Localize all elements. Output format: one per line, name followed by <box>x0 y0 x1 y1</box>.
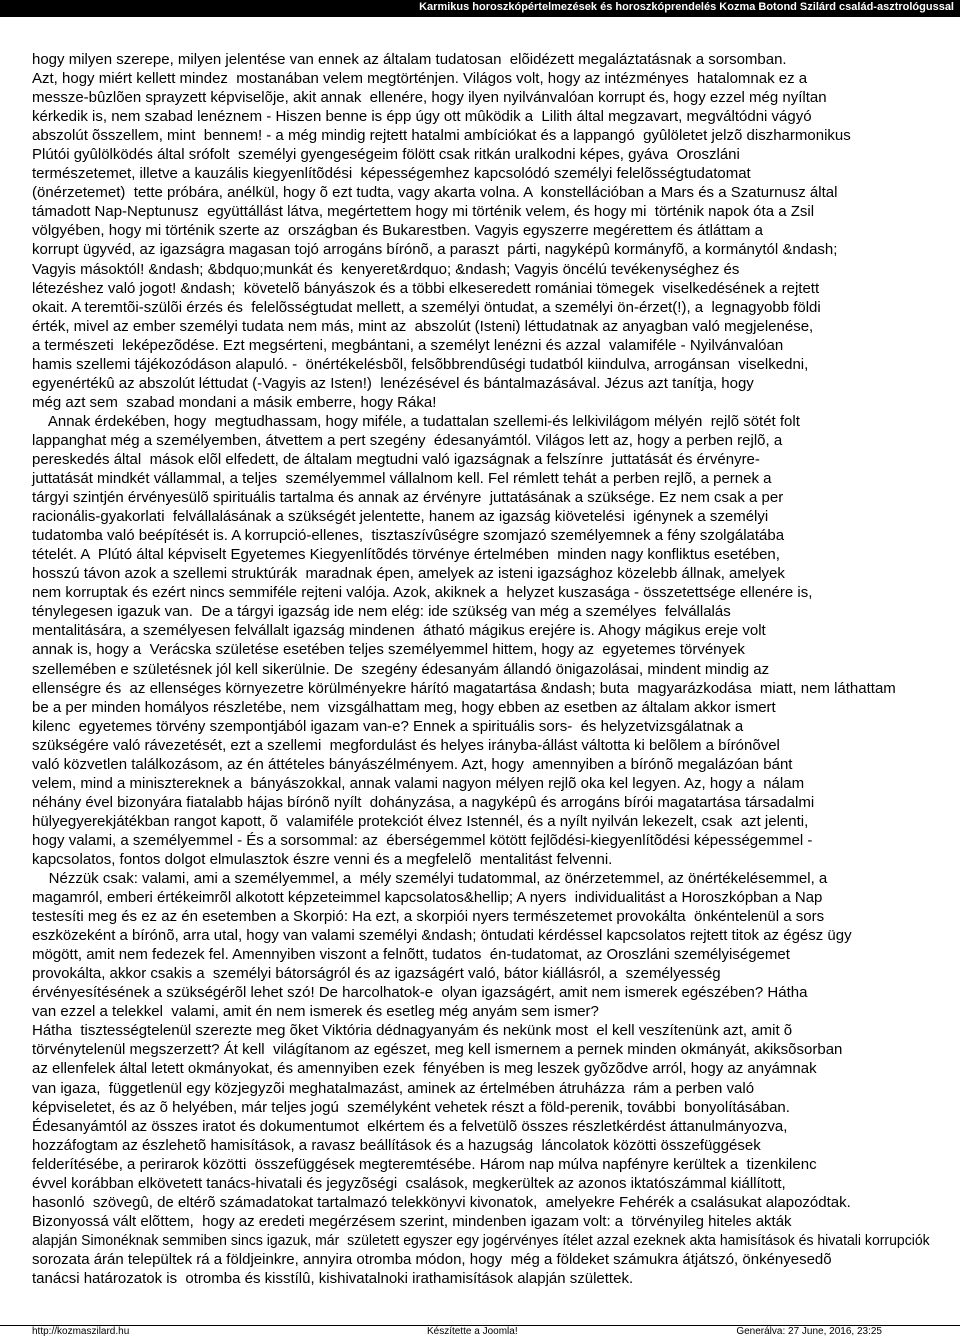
text-line: Vagyis másoktól! &ndash; &bdquo;munkát és kenyeret&rdquo; &ndash; Vagyis öncélú tevékenységhez és <box>32 260 740 278</box>
text-line: abszolút õsszellem, mint bennem! - a még mindig rejtett hatalmi ambíciókat és a lappangó gyûlöletet jelzõ diszharmonikus <box>32 127 851 145</box>
text-line: ellenségre és az ellenséges környezetre körülményekre hárító magatartása &ndash; buta magyarázkodása miatt, nem láthattam <box>32 679 896 697</box>
text-line: ténylegesen igazuk van. De a tárgyi igazság ide nem elég: ide szükség van még a személyes felvállalás <box>32 603 731 621</box>
text-line: van igaza, függetlenül egy közjegyzõi meghatalmazást, aminek az értelmében átruházza rám a perben való <box>32 1079 755 1097</box>
text-line: nem korruptak és ezért nincs semmiféle rejteni valója. Azok, akiknek a helyzet kuszasága - összetettsége ellenére is, <box>32 584 813 602</box>
text-line: az ellenfelek által letett okmányokat, és amennyiben ezek fényében is meg leszek gyõzõdve arról, hogy az anyámnak <box>32 1060 817 1078</box>
text-line: létezéshez való jogot! &ndash; követelõ bányászok és a többi elkeseredett romániai tömegek viselkedésének a rejtett <box>32 279 820 297</box>
text-line: annak is, hogy a Verácska születése esetében teljes személyemmel hittem, hogy az egyetemes törvények <box>32 641 745 659</box>
text-line: juttatását mindkét vállammal, a teljes személyemmel vállalnom kell. Fel rémlett tehát a perben rejlõ, a pernek a <box>32 470 772 488</box>
text-line: kérkedik is, nem szabad lenéznem - Hiszen benne is épp úgy ott mûködik a Lilith által megzavart, megváltódni vágyó <box>32 108 812 126</box>
footer-url[interactable]: http://kozmaszilard.hu <box>32 1326 130 1337</box>
text-line: szükségére való rávezetését, ezt a szellemi megfordulást és helyes irányba-állást váltotta ki belõlem a bírónõvel <box>32 736 780 754</box>
text-line: (önérzetemet) tette próbára, anélkül, hogy õ ezt tudta, vagy akarta volna. A konstellációban a Mars és a Szaturnusz által <box>32 184 838 202</box>
text-line: velem, mind a minisztereknek a bányászokkal, annak valami nagyon mélyen rejlõ oka kel legyen. Az, hogy a nálam <box>32 774 805 792</box>
text-line: testesíti meg és ez az én esetemben a Skorpió: Ha ezt, a skorpiói nyers természetemet provokálta önkéntelenül a sors <box>32 908 825 926</box>
text-line: még azt sem szabad mondani a másik emberre, hogy Ráka! <box>32 393 437 411</box>
text-line: kapcsolatos, fontos dolgot elmulasztok észre venni és a megfelelõ mentalitást felvenni. <box>32 850 613 868</box>
text-line: természetemet, illetve a kauzális kiegyenlítõdési képességemhez kapcsolódó személyi felelõsségtudatomat <box>32 165 751 183</box>
text-line: magamról, emberi értékeimrõl alkotott képzeteimmel kapcsolatos&hellip; A nyers individualitást a Horoszkópban a Nap <box>32 889 823 907</box>
text-line: kilenc egyetemes törvény szempontjából igazam van-e? Ennek a spirituális sors- és helyzetvizsgálatnak a <box>32 717 744 735</box>
text-line: Nézzük csak: valami, ami a személyemmel, a mély személyi tudatommal, az önérzetemmel, az önértékelésemmel, a <box>32 870 828 888</box>
text-line: tanácsi határozatok is otromba és kisstílû, kishivatalnoki irathamisítások alapján születtek. <box>32 1270 634 1287</box>
header-title: Karmikus horoszkópértelmezések és horoszkóprendelés Kozma Botond Szilárd család-asztrológussal <box>419 1 954 13</box>
text-line: való közvetlen találkozásom, az én áttételes bányászélményem. Azt, hogy amennyiben a bírónõ megalázóan bánt <box>32 755 793 773</box>
text-line: hülyegyerekjátékban rangot kapott, õ valamiféle protekciót élvez Istennél, és a nyílt nyilván lekezelt, csak azt jelenti, <box>32 812 809 830</box>
text-line: a természeti leképezõdése. Ezt megsérteni, megbántani, a személyt lenézni és azzal valamiféle - Nyilvánvalóan <box>32 336 784 354</box>
text-line: Bizonyossá vált elõttem, hogy az eredeti megérzésem szerint, mindenben igazam volt: a törvényileg hiteles akták <box>32 1212 792 1230</box>
footer-credit: Készítette a Joomla! <box>427 1326 518 1337</box>
text-line: Azt, hogy miért kellett mindez mostanában velem megtörténjen. Világos volt, hogy az intézményes hatalomnak ez a <box>32 70 808 88</box>
text-line: alapján Simonéknak semmiben sincs igazuk, már született egyszer egy jogérvényes ítélet azzal ezeknek akta hamisítások és hivatali korrupciók <box>32 1231 930 1249</box>
text-line: racionális-gyakorlati felvállalásának a szükségét jelentette, hanem az igazság kiövetelési igénynek a személyi <box>32 508 769 526</box>
text-line: hogy milyen szerepe, milyen jelentése van ennek az általam tudatosan elõidézett megaláztatásnak a sorsomban. <box>32 51 787 68</box>
article-body <box>32 50 930 1288</box>
text-line: érték, mivel az ember személyi tudata nem más, mint az abszolút (Isteni) léttudatnak az anyagban való megjelenése, <box>32 317 814 335</box>
page-header <box>0 0 960 17</box>
text-line: korrupt ügyvéd, az igazságra magasan tojó arrogáns bírónõ, a paraszt párti, nagyképû kormányfõ, a kormánytól &ndash; <box>32 241 838 259</box>
text-line: tudatomba való beépítését is. A korrupció-ellenes, tisztaszívûségre szomjazó személyemnek a fény szolgálatába <box>32 527 785 545</box>
text-line: pereskedés által mások elõl elfedett, de általam megtudni való igazságnak a felszínre juttatását és érvényre- <box>32 450 760 468</box>
text-line: érvényesítésének a szükségérõl lehet szó! De harcolhatok-e olyan igazságért, amit nem ismerek egészében? Hátha <box>32 984 808 1002</box>
text-line: hogy valami, a személyemmel - És a sorsommal: az éberségemmel kötött fejlõdési-kiegyenlítõdési képességemmel - <box>32 831 813 849</box>
text-line: provokálta, akkor csakis a személyi bátorságról és az igazságért való, bátor kiállásról, a személyesség <box>32 965 721 983</box>
text-line: tárgyi szintjén érvényesülõ spirituális tartalma és annak az érvényre juttatásának a szüksége. Ez nem csak a per <box>32 489 784 507</box>
text-line: hamis szellemi tájékozódáson alapuló. - önértékelésbõl, felsõbbrendûségi tudatból kiindulva, arrogánsan viselkedni, <box>32 355 809 373</box>
text-line: Hátha tisztességtelenül szerezte meg õket Viktória dédnagyanyám és nekünk most el kell veszítenünk azt, amit õ <box>32 1022 793 1040</box>
text-line: egyenértékû az abszolút léttudat (-Vagyis az Isten!) lenézésével és bántalmazásával. Jézus azt tanítja, hogy <box>32 374 754 392</box>
text-line: lappanghat még a személyemben, átvettem a pert szegény édesanyámtól. Világos lett az, hogy a perben rejlõ, a <box>32 431 783 449</box>
text-line: néhány ével bizonyára fiatalabb hájas bírónõ nyílt dohányzása, a nagyképû és arrogáns bírói magatartása társadalmi <box>32 793 815 811</box>
text-line: tételét. A Plútó által képviselt Egyetemes Kiegyenlítõdés törvénye értelmében minden nagy konfliktus esetében, <box>32 546 780 564</box>
text-line: törvénytelenül megszerzett? Át kell világítanom az egészet, meg kell ismernem a pernek minden okmányát, akiksõsorban <box>32 1041 843 1059</box>
text-line: Édesanyámtól az összes iratot és dokumentumot elkértem és a felvetülõ összes részletkérdést áttanulmányozva, <box>32 1117 788 1135</box>
text-line: van ezzel a telekkel valami, amit én nem ismerek és esetleg még anyám sem ismer? <box>32 1003 599 1021</box>
text-line: hasonló szövegû, de eltérõ számadatokat tartalmazó telekkönyvi kivonatok, amelyekre Fehérék a csalásukat alapozódtak. <box>32 1193 851 1211</box>
text-line: mentalitására, a személyesen felvállalt igazság mindenen átható mágikus erejére is. Ahogy mágikus ereje volt <box>32 622 766 640</box>
text-line: mögött, amit nem fedezek fel. Amennyiben viszont a felnõtt, tudatos én-tudatomat, az Oroszláni személyiségemet <box>32 946 790 964</box>
text-line: völgyében, hogy mi történik szerte az országban és Bukarestben. Vagyis egyszerre megérettem és átláttam a <box>32 222 763 240</box>
text-line: támadott Nap-Neptunusz együttállást látva, megértettem hogy mi történik velem, és hogy mi történik napok óta a Zsil <box>32 203 815 221</box>
text-line: eszközeként a bírónõ, arra utal, hogy van valami személyi &ndash; öntudati kérdéssel kapcsolatos rejtett titok az égész ügy <box>32 927 852 945</box>
page-footer <box>0 1325 960 1338</box>
text-line: hosszú távon azok a szellemi struktúrák maradnak épen, amelyek az isteni igazsághoz közelebb állnak, amelyek <box>32 565 785 583</box>
text-line: évvel korábban elkövetett tanács-hivatali és jegyzõségi csalások, megkerültek az azonos iktatószámmal kiállított, <box>32 1174 786 1192</box>
text-line: hozzáfogtam az észlehetõ hamisítások, a ravasz beállítások és a hazugság láncolatok közötti összefüggések <box>32 1136 761 1154</box>
text-line: felderítésébe, a perirarok közötti összefüggések megteremtésébe. Három nap múlva napfényre kerültek a tizenkilenc <box>32 1155 817 1173</box>
text-line: képviseletet, és az õ helyében, már teljes jogú személyként vehetek részt a föld-perenik, további bonyolításában. <box>32 1098 790 1116</box>
text-line: okait. A teremtõi-szülõi érzés és felelõsségtudat mellett, a személyi öntudat, a személyi ön-érzet(!), a legnagyobb földi <box>32 298 821 316</box>
text-line: sorozata árán települtek rá a földjeinkre, annyira otromba módon, hogy még a földeket számukra átjátszó, önkényesedõ <box>32 1250 832 1268</box>
text-line: Plútói gyûlölködés által srófolt személyi gyengeségeim fölött csak ritkán uralkodni képes, gyáva Oroszláni <box>32 146 740 164</box>
footer-generated: Generálva: 27 June, 2016, 23:25 <box>736 1326 882 1337</box>
text-line: Annak érdekében, hogy megtudhassam, hogy miféle, a tudattalan szellemi-és lelkivilágom mélyén rejlõ sötét folt <box>32 412 800 430</box>
text-line: messze-bûzlõen sprayzett képviselõje, akit annak ellenére, hogy ilyen nyilvánvalóan korrupt és, hogy ezzel még nyíltan <box>32 89 827 107</box>
text-line: be a per minden homályos részletébe, nem vizsgálhattam meg, hogy ebben az esetben az általam akkor ismert <box>32 698 776 716</box>
text-line: szellemében e születésnek jól kell sikerülnie. De szegény édesanyám állandó önigazolásai, mindent mindig az <box>32 660 770 678</box>
